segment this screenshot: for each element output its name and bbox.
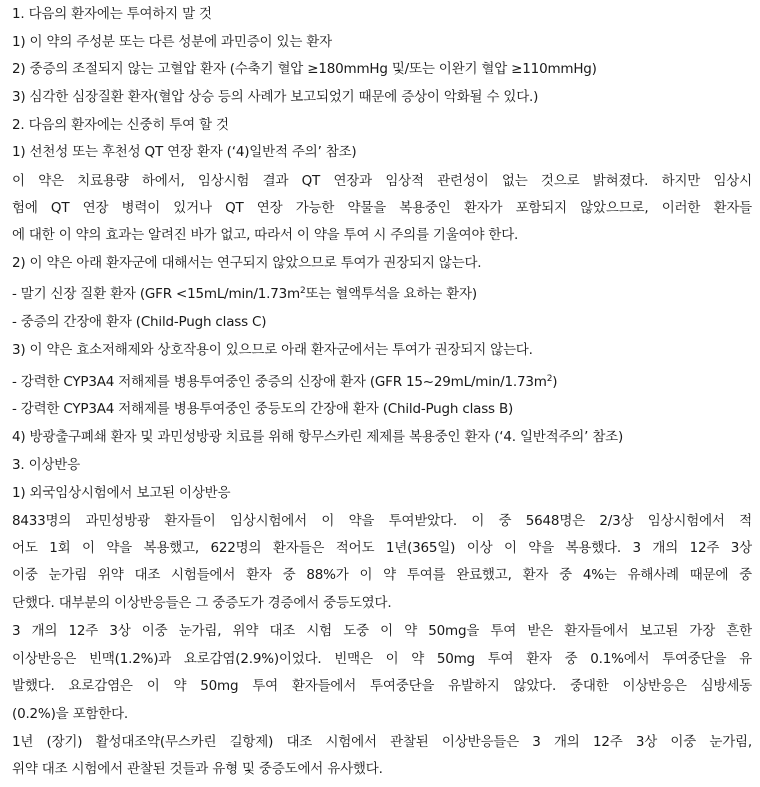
text-line: 2) 이 약은 아래 환자군에 대해서는 연구되지 않았으므로 투여가 권장되지 않는다.: [12, 255, 482, 271]
text-line: 1) 외국임상시험에서 보고된 이상반응: [12, 485, 231, 501]
section-1-heading: 1. 다음의 환자에는 투여하지 말 것: [12, 6, 212, 22]
text-line: 3) 심각한 심장질환 환자(혈압 상승 등의 사례가 보고되었기 때문에 증상이 악화될 수 있다.): [12, 89, 539, 105]
text-segment: - 말기 신장 질환 환자 (GFR <15mL/min/1.73m: [12, 286, 300, 302]
paragraph-line: 이상반응은 빈맥(1.2%)과 요로감염(2.9%)이었다. 빈맥은 이 약 50mg 투여 환자 중 0.1%에서 투여중단을 유: [12, 651, 752, 667]
paragraph-line: 이 약은 치료용량 하에서, 임상시험 결과 QT 연장과 임상적 관련성이 없는 것으로 밝혀졌다. 하지만 임상시: [12, 173, 752, 189]
text-line: 4) 방광출구폐쇄 환자 및 과민성방광 치료를 위해 항무스카린 제제를 복용중인 환자 (‘4. 일반적주의’ 참조): [12, 429, 624, 445]
paragraph-line: (0.2%)을 포함한다.: [12, 706, 129, 722]
superscript: 2: [546, 374, 553, 384]
text-line: 1) 선천성 또는 후천성 QT 연장 환자 (‘4)일반적 주의’ 참조): [12, 144, 357, 160]
text-segment: 또는 혈액투석을 요하는 환자): [305, 286, 477, 302]
text-line: [12, 373, 752, 391]
section-3-heading: 3. 이상반응: [12, 457, 80, 473]
text-line: - 중증의 간장애 환자 (Child-Pugh class C): [12, 314, 267, 330]
text-line: - 강력한 CYP3A4 저해제를 병용투여중인 중등도의 간장애 환자 (Child-Pugh class B): [12, 401, 514, 417]
paragraph-line: 단했다. 대부분의 이상반응들은 그 중증도가 경증에서 중등도였다.: [12, 595, 392, 611]
paragraph-line: 이중 눈가림 위약 대조 시험들에서 환자 중 88%가 이 약 투여를 완료했고, 환자 중 4%는 유해사례 때문에 중: [12, 567, 752, 583]
text-segment: - 강력한 CYP3A4 저해제를 병용투여중인 중증의 신장애 환자 (GFR 15~29mL/min/1.73m: [12, 374, 547, 390]
superscript: 2: [299, 286, 306, 296]
paragraph-line: 어도 1회 이 약을 복용했고, 622명의 환자들은 적어도 1년(365일) 이상 이 약을 복용했다. 3 개의 12주 3상: [12, 540, 752, 556]
paragraph-line: 위약 대조 시험에서 관찰된 것들과 유형 및 중증도에서 유사했다.: [12, 761, 383, 777]
paragraph-line: 8433명의 과민성방광 환자들이 임상시험에서 이 약을 투여받았다. 이 중 5648명은 2/3상 임상시험에서 적: [12, 513, 752, 529]
section-2-heading: 2. 다음의 환자에는 신중히 투여 할 것: [12, 117, 229, 133]
paragraph-line: 에 대한 이 약의 효과는 알려진 바가 없고, 따라서 이 약을 투여 시 주의를 기울여야 한다.: [12, 227, 519, 243]
paragraph-line: 1년 (장기) 활성대조약(무스카린 길항제) 대조 시험에서 관찰된 이상반응들은 3 개의 12주 3상 이중 눈가림,: [12, 734, 752, 750]
text-line: 3) 이 약은 효소저해제와 상호작용이 있으므로 아래 환자군에서는 투여가 권장되지 않는다.: [12, 342, 533, 358]
paragraph-line: 3 개의 12주 3상 이중 눈가림, 위약 대조 시험 도중 이 약 50mg을 투여 받은 환자들에서 보고된 가장 흔한: [12, 623, 752, 639]
text-segment: ): [552, 374, 558, 390]
paragraph-line: 발했다. 요로감염은 이 약 50mg 투여 환자들에서 투여중단을 유발하지 않았다. 중대한 이상반응은 심방세동: [12, 678, 752, 694]
text-line: [12, 285, 752, 303]
text-line: 1) 이 약의 주성분 또는 다른 성분에 과민증이 있는 환자: [12, 34, 332, 50]
text-line: 2) 중증의 조절되지 않는 고혈압 환자 (수축기 혈압 ≥180mmHg 및/또는 이완기 혈압 ≥110mmHg): [12, 61, 597, 77]
paragraph-line: 험에 QT 연장 병력이 있거나 QT 연장 가능한 약물을 복용중인 환자가 포함되지 않았으므로, 이러한 환자들: [12, 200, 752, 216]
